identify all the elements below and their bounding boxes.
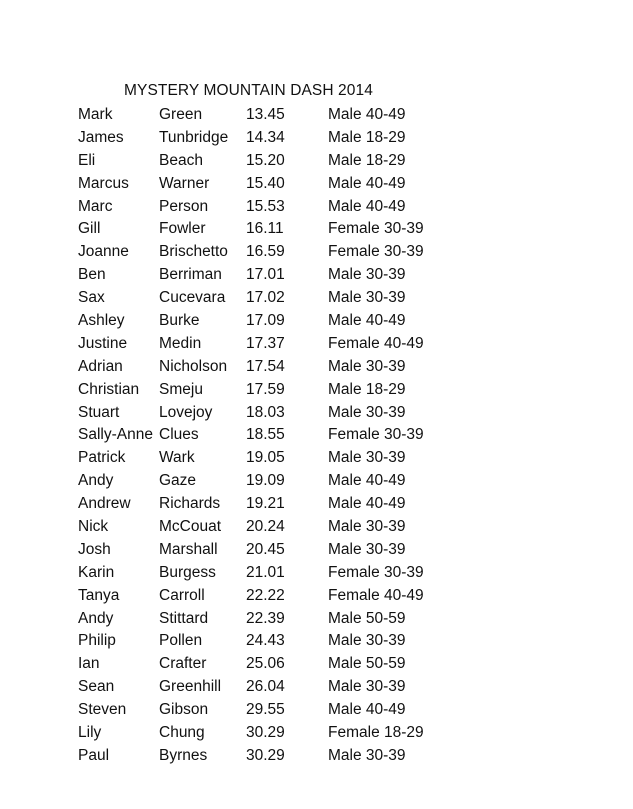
runner-last-name: Carroll	[159, 586, 205, 604]
runner-time: 22.39	[246, 609, 285, 627]
runner-last-name: Beach	[159, 151, 203, 169]
runner-first-name: Tanya	[78, 586, 120, 604]
runner-category: Male 30-39	[328, 632, 406, 650]
runner-category: Female 30-39	[328, 220, 424, 238]
runner-last-name: Lovejoy	[159, 403, 213, 421]
runner-last-name: Gibson	[159, 701, 209, 719]
result-row	[78, 424, 498, 447]
runner-time: 30.29	[246, 746, 285, 764]
runner-first-name: Eli	[78, 151, 96, 169]
runner-category: Male 40-49	[328, 472, 406, 490]
runner-last-name: Cucevara	[159, 289, 226, 307]
runner-last-name: Clues	[159, 426, 199, 444]
runner-first-name: Andy	[78, 472, 114, 490]
runner-category: Male 18-29	[328, 380, 406, 398]
runner-first-name: Paul	[78, 746, 110, 764]
runner-first-name: Joanne	[78, 243, 129, 261]
runner-last-name: Brischetto	[159, 243, 228, 261]
runner-last-name: Person	[159, 197, 209, 215]
runner-time: 24.43	[246, 632, 285, 650]
runner-category: Female 30-39	[328, 563, 424, 581]
runner-category: Male 30-39	[328, 746, 406, 764]
runner-time: 15.40	[246, 174, 285, 192]
result-row	[78, 264, 498, 287]
runner-time: 18.03	[246, 403, 285, 421]
runner-last-name: Nicholson	[159, 357, 228, 375]
runner-last-name: Berriman	[159, 266, 222, 284]
runner-time: 22.22	[246, 586, 285, 604]
runner-last-name: Fowler	[159, 220, 206, 238]
runner-first-name: Lily	[78, 724, 102, 742]
runner-time: 15.20	[246, 151, 285, 169]
runner-first-name: Gill	[78, 220, 101, 238]
runner-last-name: Smeju	[159, 380, 203, 398]
runner-category: Male 50-59	[328, 655, 406, 673]
runner-first-name: Andrew	[78, 495, 131, 513]
runner-time: 17.09	[246, 312, 285, 330]
runner-first-name: Marcus	[78, 174, 129, 192]
result-row	[78, 493, 498, 516]
result-row	[78, 402, 498, 425]
runner-first-name: Karin	[78, 563, 115, 581]
runner-time: 21.01	[246, 563, 285, 581]
runner-category: Male 40-49	[328, 197, 406, 215]
runner-time: 16.59	[246, 243, 285, 261]
runner-first-name: Sax	[78, 289, 105, 307]
runner-first-name: Steven	[78, 701, 127, 719]
result-row	[78, 333, 498, 356]
result-row	[78, 585, 498, 608]
runner-first-name: Ian	[78, 655, 100, 673]
runner-category: Male 50-59	[328, 609, 406, 627]
runner-category: Female 40-49	[328, 334, 424, 352]
runner-category: Male 30-39	[328, 403, 406, 421]
result-row	[78, 310, 498, 333]
runner-category: Female 30-39	[328, 426, 424, 444]
runner-category: Female 40-49	[328, 586, 424, 604]
runner-last-name: Tunbridge	[159, 128, 229, 146]
runner-first-name: James	[78, 128, 124, 146]
runner-category: Male 30-39	[328, 357, 406, 375]
result-row	[78, 241, 498, 264]
runner-last-name: Warner	[159, 174, 210, 192]
result-row	[78, 608, 498, 631]
runner-time: 20.45	[246, 540, 285, 558]
runner-time: 30.29	[246, 724, 285, 742]
runner-first-name: Sean	[78, 678, 115, 696]
result-row	[78, 196, 498, 219]
runner-last-name: Greenhill	[159, 678, 222, 696]
runner-last-name: Gaze	[159, 472, 197, 490]
result-row	[78, 722, 498, 745]
result-row	[78, 470, 498, 493]
runner-last-name: Marshall	[159, 540, 218, 558]
runner-category: Male 30-39	[328, 518, 406, 536]
runner-time: 17.54	[246, 357, 285, 375]
runner-first-name: Patrick	[78, 449, 126, 467]
runner-category: Male 40-49	[328, 701, 406, 719]
runner-last-name: Wark	[159, 449, 195, 467]
runner-time: 19.21	[246, 495, 285, 513]
runner-category: Male 40-49	[328, 106, 406, 123]
runner-first-name: Marc	[78, 197, 113, 215]
result-row	[78, 379, 498, 402]
result-row	[78, 699, 498, 722]
runner-last-name: McCouat	[159, 518, 222, 536]
runner-time: 26.04	[246, 678, 285, 696]
result-row	[78, 104, 498, 127]
result-row	[78, 127, 498, 150]
runner-time: 19.05	[246, 449, 285, 467]
runner-time: 20.24	[246, 518, 285, 536]
runner-category: Female 18-29	[328, 724, 424, 742]
runner-first-name: Philip	[78, 632, 116, 650]
runner-category: Male 30-39	[328, 540, 406, 558]
runner-category: Male 30-39	[328, 289, 406, 307]
runner-category: Male 18-29	[328, 151, 406, 169]
runner-time: 17.37	[246, 334, 285, 352]
result-row	[78, 356, 498, 379]
result-row	[78, 630, 498, 653]
runner-time: 14.34	[246, 128, 285, 146]
result-row	[78, 287, 498, 310]
runner-first-name: Andy	[78, 609, 114, 627]
runner-time: 29.55	[246, 701, 285, 719]
runner-time: 15.53	[246, 197, 285, 215]
runner-last-name: Pollen	[159, 632, 203, 650]
runner-first-name: Ben	[78, 266, 106, 284]
runner-time: 16.11	[246, 220, 284, 238]
result-row	[78, 150, 498, 173]
result-row	[78, 447, 498, 470]
runner-first-name: Nick	[78, 518, 109, 536]
runner-first-name: Christian	[78, 380, 140, 398]
result-row	[78, 218, 498, 241]
runner-first-name: Stuart	[78, 403, 120, 421]
document-title: MYSTERY MOUNTAIN DASH 2014	[124, 82, 373, 99]
runner-time: 18.55	[246, 426, 285, 444]
runner-first-name: Sally-Anne	[78, 426, 153, 444]
runner-last-name: Crafter	[159, 655, 207, 673]
runner-time: 17.59	[246, 380, 285, 398]
runner-last-name: Byrnes	[159, 746, 208, 764]
runner-time: 13.45	[246, 106, 285, 123]
runner-category: Male 40-49	[328, 312, 406, 330]
runner-time: 17.01	[246, 266, 285, 284]
runner-last-name: Chung	[159, 724, 205, 742]
runner-time: 25.06	[246, 655, 285, 673]
result-row	[78, 562, 498, 585]
runner-last-name: Richards	[159, 495, 221, 513]
result-row	[78, 676, 498, 699]
runner-category: Male 18-29	[328, 128, 406, 146]
result-row	[78, 653, 498, 676]
runner-category: Male 30-39	[328, 449, 406, 467]
result-row	[78, 539, 498, 562]
runner-category: Male 40-49	[328, 174, 406, 192]
runner-time: 19.09	[246, 472, 285, 490]
runner-last-name: Burke	[159, 312, 200, 330]
runner-first-name: Mark	[78, 106, 113, 123]
runner-last-name: Stittard	[159, 609, 209, 627]
runner-last-name: Medin	[159, 334, 202, 352]
runner-first-name: Ashley	[78, 312, 125, 330]
runner-category: Male 40-49	[328, 495, 406, 513]
runner-category: Male 30-39	[328, 678, 406, 696]
runner-first-name: Josh	[78, 540, 111, 558]
runner-category: Female 30-39	[328, 243, 424, 261]
runner-first-name: Adrian	[78, 357, 123, 375]
runner-last-name: Green	[159, 106, 203, 123]
result-row	[78, 173, 498, 196]
runner-last-name: Burgess	[159, 563, 216, 581]
runner-time: 17.02	[246, 289, 285, 307]
runner-category: Male 30-39	[328, 266, 406, 284]
runner-first-name: Justine	[78, 334, 128, 352]
result-row	[78, 516, 498, 539]
results-list	[78, 104, 498, 768]
result-row	[78, 745, 498, 768]
